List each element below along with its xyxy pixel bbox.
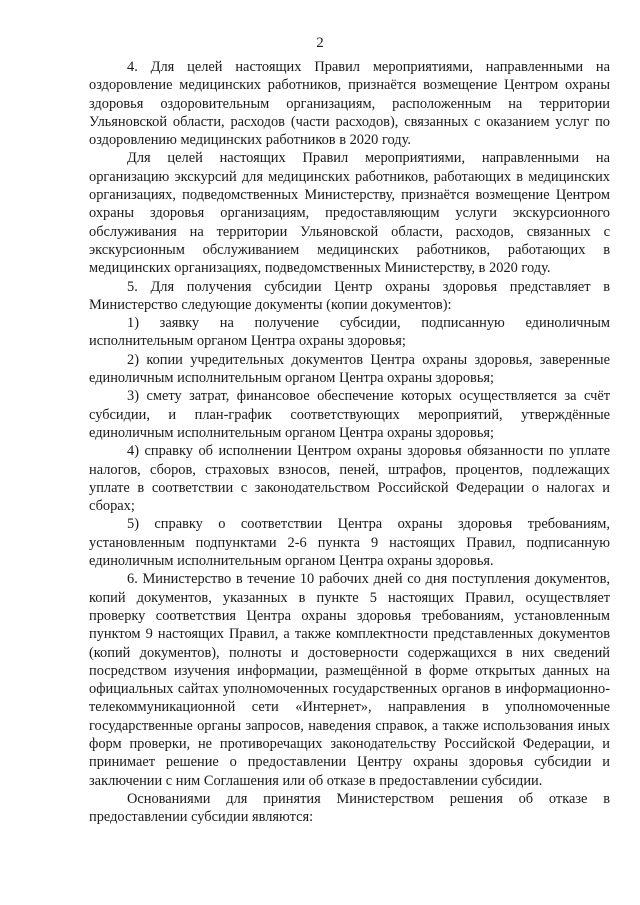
paragraph-5-documents: 5. Для получения субсидии Центр охраны здоровья представляет в Министерство следующие документы (копии документов):: [89, 278, 610, 313]
list-item-1-application: 1) заявку на получение субсидии, подписанную единоличным исполнительным органом Центра охраны здоровья;: [89, 315, 610, 350]
paragraph-excursions: Для целей настоящих Правил мероприятиями, направленными на организацию экскурсий для медицинских работников, работающих в медицинских организациях, подведомственных Министерству, признаётся возмещение Центром охраны здоровья организациям, предоставляющим услуги экскурсионного обслуживания на территории Ульяновской области, расходов, связанных с экскурсионным обслуживанием медицинских работников, работающих в медицинских организациях, подведомственных Министерству, в 2020 году.: [89, 150, 610, 277]
paragraph-6-verification: 6. Министерство в течение 10 рабочих дней со дня поступления документов, копий документов, указанных в пункте 5 настоящих Правил, осуществляет проверку соответствия Центра охраны здоровья требованиям, установленным пунктом 9 настоящих Правил, а также комплектности представленных документов (копий документов), полноты и достоверности содержащихся в них сведений посредством изучения информации, размещённой в форме открытых данных на официальных сайтах уполномоченных государственных органов в информационно-телекоммуникационной сети «Интернет», направления в уполномоченные государственные органы запросов, наведения справок, а также использования иных форм проверки, не противоречащих законодательству Российской Федерации, и принимает решение о предоставлении Центру охраны здоровья субсидии и заключении с ним Соглашения или об отказе в предоставлении субсидии.: [89, 571, 610, 789]
list-item-2-founding-documents: 2) копии учредительных документов Центра охраны здоровья, заверенные единоличным исполнительным органом Центра охраны здоровья;: [89, 351, 610, 387]
list-item-4-tax-certificate: 4) справку об исполнении Центром охраны здоровья обязанности по уплате налогов, сборов, страховых взносов, пеней, штрафов, процентов, подлежащих уплате в соответствии с законодательством Российской Федерации о налогах и сборах;: [89, 443, 610, 515]
paragraph-4-health-improvement: 4. Для целей настоящих Правил мероприятиями, направленными на оздоровление медицинских работников, признаётся возмещение Центром охраны здоровья оздоровительным организациям, расположенным на территории Ульяновской области, расходов (части расходов), связанных с оказанием услуг по оздоровлению медицинских работников в 2020 году.: [89, 59, 610, 149]
document-body: [89, 58, 610, 826]
paragraph-refusal-grounds: Основаниями для принятия Министерством решения об отказе в предоставлении субсидии являются:: [89, 790, 610, 826]
list-item-5-compliance-certificate: 5) справку о соответствии Центра охраны здоровья требованиям, установленным подпунктами 2-6 пункта 9 настоящих Правил, подписанную единоличным исполнительным органом Центра охраны здоровья.: [89, 516, 610, 570]
list-item-3-cost-estimate: 3) смету затрат, финансовое обеспечение которых осуществляется за счёт субсидии, и план-график соответствующих мероприятий, утверждённые единоличным исполнительным органом Центра охраны здоровья;: [89, 388, 610, 441]
page-number: 2: [316, 35, 324, 51]
